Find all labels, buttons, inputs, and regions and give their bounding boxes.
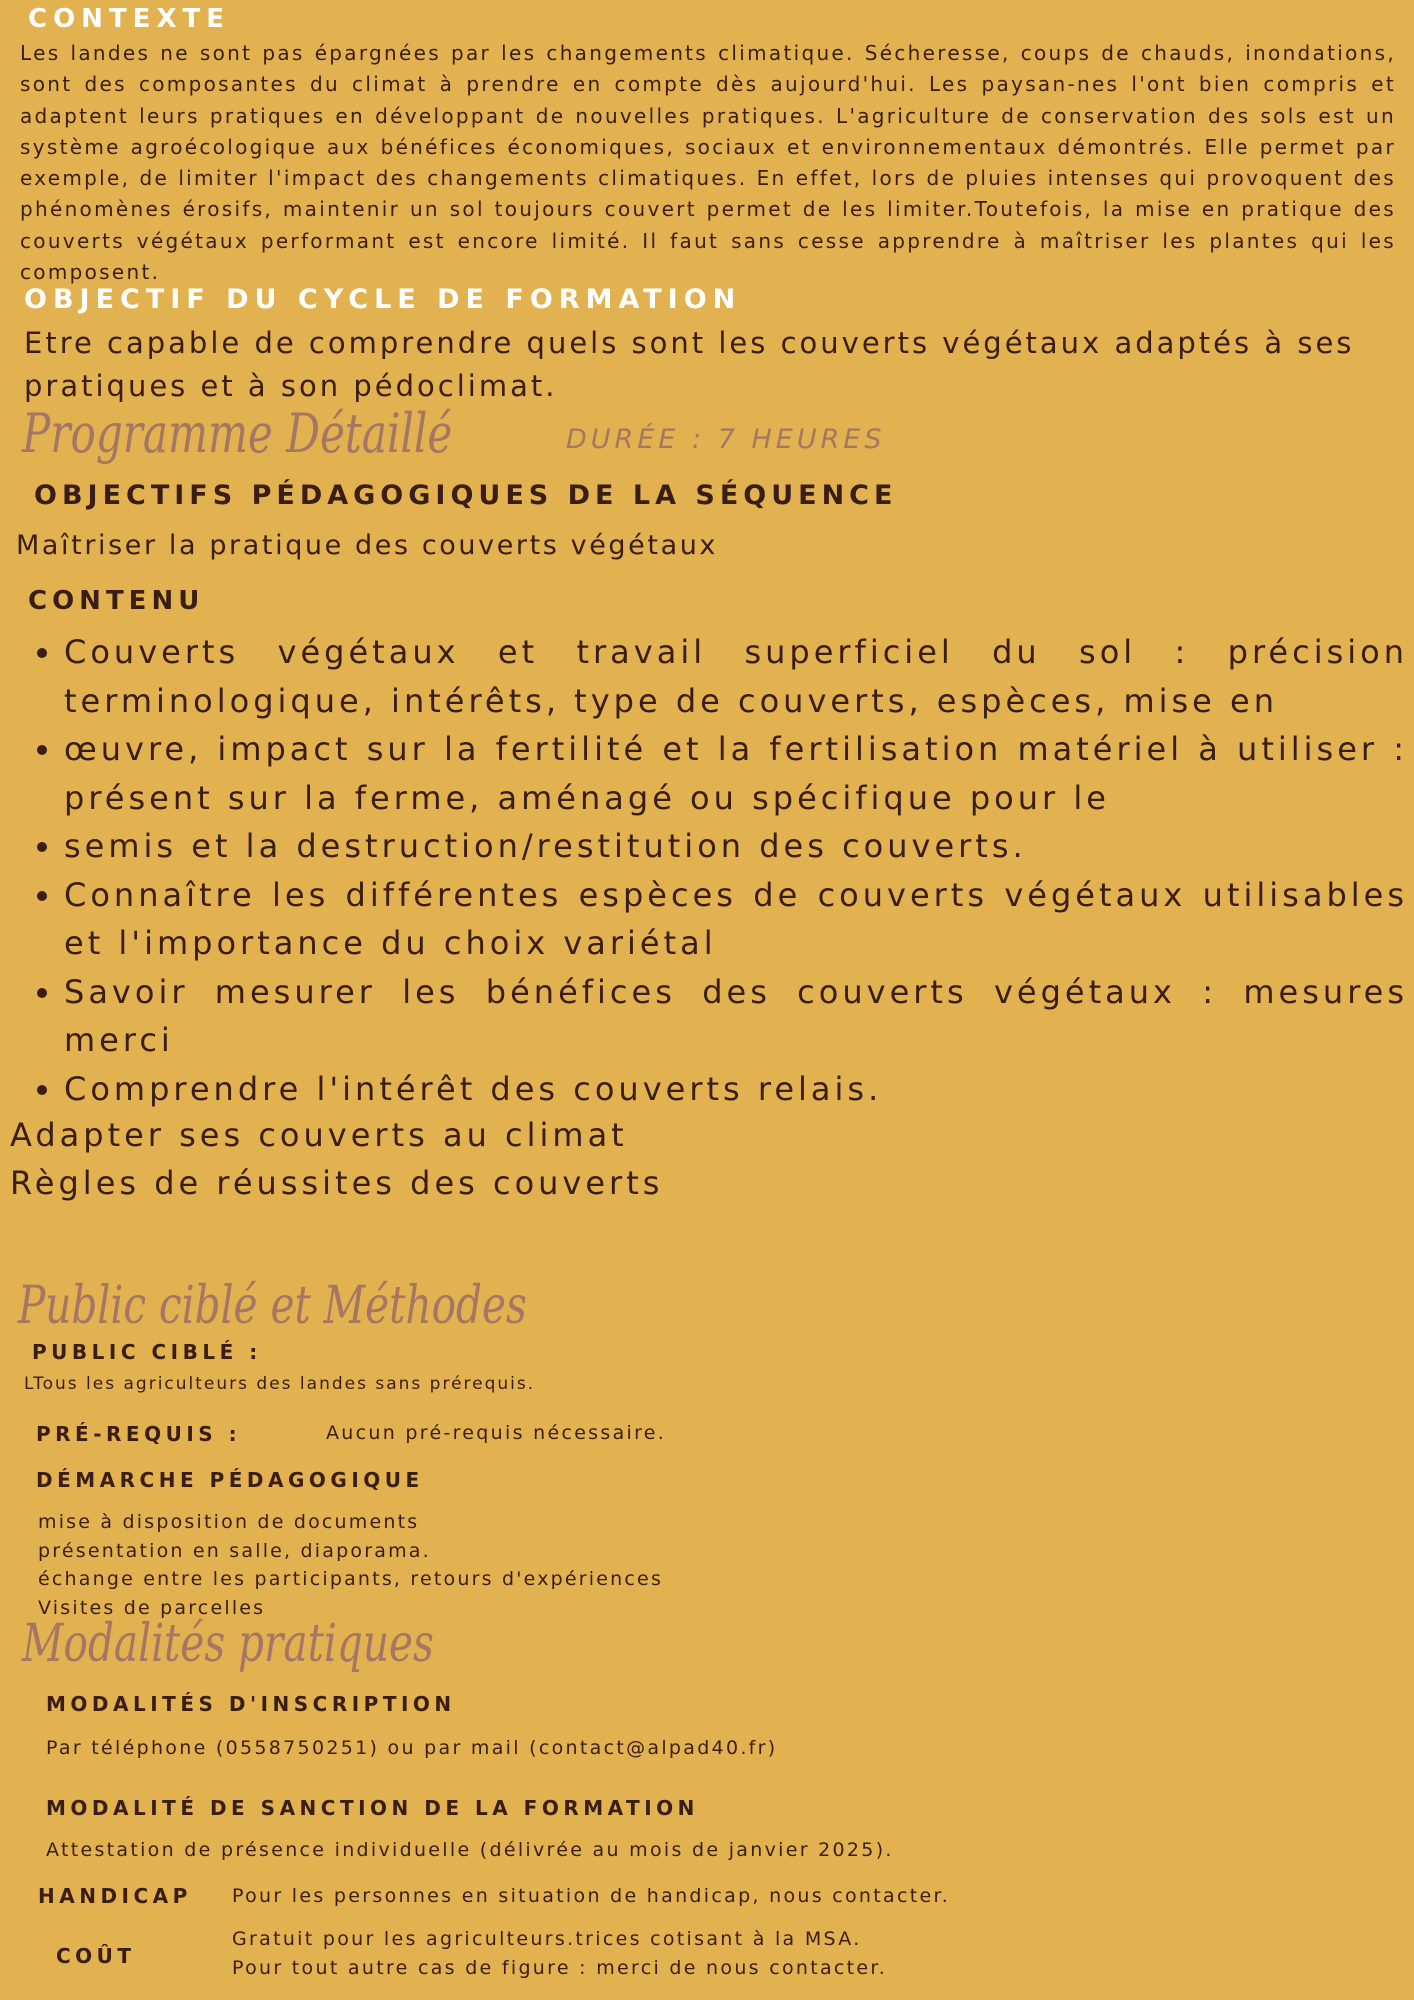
public-cible-label: PUBLIC CIBLÉ : [32,1340,262,1364]
programme-title: Programme Détaillé [22,402,453,465]
objectifs-pedagogiques-heading: OBJECTIFS PÉDAGOGIQUES DE LA SÉQUENCE [34,480,898,511]
prerequis-text: Aucun pré-requis nécessaire. [326,1422,667,1444]
list-item: • Comprendre l'intérêt des couverts relais. [64,1065,1408,1114]
inscription-label: MODALITÉS D'INSCRIPTION [46,1692,456,1716]
public-cible-text: LTous les agriculteurs des landes sans prérequis. [24,1374,536,1394]
contenu-heading: CONTENU [28,586,205,616]
handicap-text: Pour les personnes en situation de handicap, nous contacter. [232,1885,951,1907]
list-item: • Connaître les différentes espèces de couverts végétaux utilisables et l'importance du choix variétal [64,871,1408,968]
objectifs-pedagogiques-text: Maîtriser la pratique des couverts végétaux [16,530,719,561]
sanction-text: Attestation de présence individuelle (délivrée au mois de janvier 2025). [46,1839,894,1861]
list-item: • semis et la destruction/restitution des couverts. [64,822,1408,871]
list-item: Visites de parcelles [38,1596,266,1619]
prerequis-label: PRÉ-REQUIS : [36,1422,242,1446]
duration-label: DURÉE : 7 HEURES [566,424,886,455]
demarche-label: DÉMARCHE PÉDAGOGIQUE [36,1468,424,1492]
list-item: mise à disposition de documents [38,1511,420,1533]
sanction-label: MODALITÉ DE SANCTION DE LA FORMATION [46,1796,699,1820]
objectif-cycle-text: Etre capable de comprendre quels sont les couverts végétaux adaptés à ses pratiques et à son pédoclimat. [24,326,1355,403]
inscription-text: Par téléphone (0558750251) ou par mail (contact@alpad40.fr) [46,1737,778,1759]
objectif-cycle-heading: OBJECTIF DU CYCLE DE FORMATION [24,284,742,315]
modalites-title: Modalités pratiques [22,1614,434,1674]
cout-text-line: Pour tout autre cas de figure : merci de nous contacter. [232,1957,888,1979]
list-item: présentation en salle, diaporama. [38,1539,431,1562]
contexte-text: Les landes ne sont pas épargnées par les changements climatique. Sécheresse, coups de chauds, inondations, sont des composantes du climat à prendre en compte dès aujourd'hui. Les paysan-nes l'ont bien compris et adaptent leurs pratiques en développant de nouvelles pratiques. L'agriculture de conservation des sols est un système agroécologique aux bénéfices économiques, sociaux et environnementaux démontrés. Elle permet par exemple, de limiter l'impact des changements climatiques. En effet, lors de pluies intenses qui provoquent des phénomènes érosifs, maintenir un sol toujours couvert permet de les limiter.Toutefois, la mise en pratique des couverts végétaux performant est encore limité. Il faut sans cesse apprendre à maîtriser les plantes qui les composent. [20,41,1396,285]
public-title: Public ciblé et Méthodes [18,1276,527,1336]
contexte-heading: CONTEXTE [28,4,230,34]
cout-label: COÛT [56,1944,136,1968]
list-item: • Couverts végétaux et travail superficiel du sol : précision terminologique, intérêts, type de couverts, espèces, mise en [64,628,1408,725]
demarche-list [38,1508,663,1622]
list-item: échange entre les participants, retours d'expériences [38,1568,664,1590]
list-item: • Savoir mesurer les bénéfices des couverts végétaux : mesures merci [64,968,1408,1065]
list-item: • œuvre, impact sur la fertilité et la fertilisation matériel à utiliser : présent sur la ferme, aménagé ou spécifique pour le [64,725,1408,822]
extra-line: Adapter ses couverts au climat [10,1116,628,1154]
contenu-list [26,628,1408,1113]
handicap-label: HANDICAP [38,1884,192,1908]
extra-line: Règles de réussites des couverts [10,1164,664,1202]
cout-text-line: Gratuit pour les agriculteurs.trices cotisant à la MSA. [232,1928,862,1950]
